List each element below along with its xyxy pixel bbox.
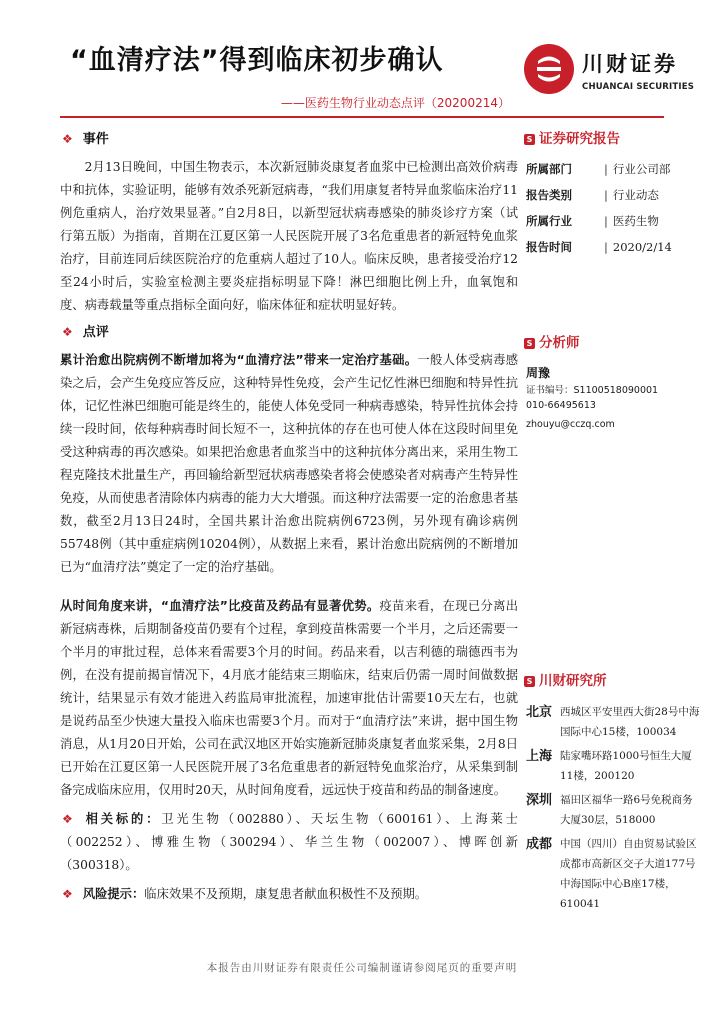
info-value: | 行业公司部 (604, 156, 670, 182)
chuancai-mini-icon: S (524, 134, 535, 145)
event-paragraph: 2月13日晚间，中国生物表示，本次新冠肺炎康复者血浆中已检测出高效价病毒中和抗体，实验证明，能够有效杀死新冠病毒，“我们用康复者特异血浆临床治疗11例危重病人，治疗效果显著。”自2月8日，以新型冠状病毒感染的肺炎诊疗方案（试行第五版）为指南，首期在江夏区第一人民医院开展了3名危重患者的新冠特免血浆治疗，目前连同后续医院治疗的危重病人超过了10人。临床反映，患者接受治疗12至24小时后，实验室检测主要炎症指标明显下降！淋巴细胞比例上升，血氧饱和度、病毒载量等重点指标全面向好，临床体征和症状明显好转。 (60, 160, 518, 312)
office-address: 福田区福华一路6号免税商务大厦30层，518000 (560, 794, 693, 826)
comment-lead-2: 从时间角度来讲，“血清疗法”比疫苗及药品有显著优势。 (60, 599, 380, 613)
diamond-bullet-icon: ❖ (62, 887, 73, 901)
office-address: 陆家嘴环路1000号恒生大厦11楼，200120 (560, 750, 692, 782)
comment-paragraph-2 (60, 595, 518, 802)
office-chengdu (524, 834, 700, 914)
report-heading-label: 证券研究报告 (539, 131, 620, 147)
office-address: 中国（四川）自由贸易试验区成都市高新区交子大道177号中海国际中心B座17楼，610041 (560, 838, 697, 910)
office-beijing (524, 702, 700, 742)
diamond-bullet-icon: ❖ (62, 812, 76, 826)
office-city: 成都 (526, 837, 553, 852)
chuancai-logo-icon (524, 44, 574, 94)
info-row-category (524, 182, 700, 208)
info-value: | 行业动态 (604, 182, 659, 208)
logo-name-en: CHUANCAI SECURITIES (582, 82, 695, 92)
office-shenzhen (524, 790, 700, 830)
info-key: 报告类别 (526, 188, 572, 202)
info-row-industry (524, 208, 700, 234)
comment-body-2: 疫苗来看，在现已分离出新冠病毒株，后期制备疫苗仍要有个过程，拿到疫苗株需要一个半月，之后还需要一个半月的审批过程，总体来看需要3个月的时间。药品来看，以吉利德的瑞德西韦为例，在没有提前揭盲情况下，4月底才能结束三期临床，结束后仍需一周时间做数据统计，结果显示有效才能进入药监局审批流程，加速审批估计需要10天左右，也就是说药品至少快速大量投入临床也需要3个月。而对于“血清疗法”来讲，据中国生物消息，从1月20日开始，公司在武汉地区开始实施新冠肺炎康复者血浆采集，2月8日已开始在江夏区第一人民医院开展了3名危重患者的新冠特免血浆治疗，从采集到制备完成临床应用，仅用时20天，从时间角度看，远远快于疫苗和药品的制备速度。 (60, 599, 518, 797)
institute-heading-label: 川财研究所 (539, 673, 607, 689)
company-logo (524, 44, 694, 100)
related-body: 卫光生物（002880）、天坛生物（600161）、上海莱士（002252）、博雅生物（300294）、华兰生物（002007）、博晖创新（300318）。 (60, 812, 518, 872)
comment-lead-1: 累计治愈出院病例不断增加将为“血清疗法”带来一定治疗基础。 (60, 353, 418, 367)
office-city: 上海 (526, 749, 553, 764)
main-content (60, 124, 518, 910)
risk-body: 临床效果不及预期，康复患者献血积极性不及预期。 (144, 887, 428, 901)
section-heading-event (60, 128, 518, 150)
diamond-bullet-icon: ❖ (62, 325, 73, 339)
related-stocks (60, 808, 518, 877)
header-divider (60, 116, 664, 118)
comment-heading-label: 点评 (82, 325, 109, 340)
chuancai-mini-icon: S (524, 676, 535, 687)
analyst-name: 周豫 (526, 366, 551, 380)
office-shanghai (524, 746, 700, 786)
related-heading: 相关标的： (85, 812, 162, 826)
office-address: 西城区平安里西大街28号中海国际中心15楼，100034 (560, 706, 700, 738)
page-title: “血清疗法”得到临床初步确认 (70, 45, 444, 76)
analyst-cert: 证书编号：S1100518090001 (526, 385, 659, 396)
page-subtitle: ——医药生物行业动态点评（20200214） (280, 96, 510, 110)
analyst-heading (524, 332, 700, 354)
comment-body-1: 一般人体受病毒感染之后，会产生免疫应答反应，这种特异性免疫，会产生记忆性淋巴细胞和特异性抗体，记忆性淋巴细胞可能是终生的，能使人体免受同一种病毒感染，特异性抗体会持续一段时间，依每种病毒时间长短不一，这种抗体的存在也可使人体在这段时间里免受这种病毒的再次感染。如果把治愈患者血浆当中的这种抗体分离出来，采用生物工程克隆技术批量生产，再回输给新型冠状病毒感染者将会使感染者对病毒产生特异性免疫，从而使患者清除体内病毒的能力大大增强。而这种疗法需要一定的治愈患者基数，截至2月13日24时，全国共累计治愈出院病例6723例，另外现有确诊病例55748例（其中重症病例10204例），从数据上来看，累计治愈出院病例的不断增加已为“血清疗法”奠定了一定的治疗基础。 (60, 353, 518, 574)
sidebar (524, 124, 700, 914)
info-key: 所属部门 (526, 162, 572, 176)
section-heading-comment (60, 321, 518, 343)
info-value: | 2020/2/14 (604, 234, 672, 260)
risk-heading: 风险提示： (82, 887, 145, 901)
diamond-bullet-icon: ❖ (62, 132, 73, 146)
chuancai-mini-icon: S (524, 338, 535, 349)
info-row-department (524, 156, 700, 182)
office-city: 北京 (526, 705, 553, 720)
analyst-heading-label: 分析师 (539, 335, 580, 351)
info-row-date (524, 234, 700, 260)
analyst-email[interactable]: zhouyu@cczq.com (526, 419, 615, 430)
institute-heading (524, 670, 700, 692)
report-info-heading (524, 128, 700, 150)
info-key: 所属行业 (526, 214, 572, 228)
logo-name-cn: 川财证券 (582, 52, 678, 76)
risk-warning (60, 883, 518, 906)
info-value: | 医药生物 (604, 208, 659, 234)
office-city: 深圳 (526, 793, 553, 808)
footer-disclaimer: 本报告由川财证券有限责任公司编制谨请参阅尾页的重要声明 (206, 962, 518, 974)
analyst-phone: 010-66495613 (526, 400, 596, 411)
info-key: 报告时间 (526, 240, 572, 254)
comment-paragraph-1 (60, 349, 518, 579)
event-heading-label: 事件 (82, 132, 109, 147)
